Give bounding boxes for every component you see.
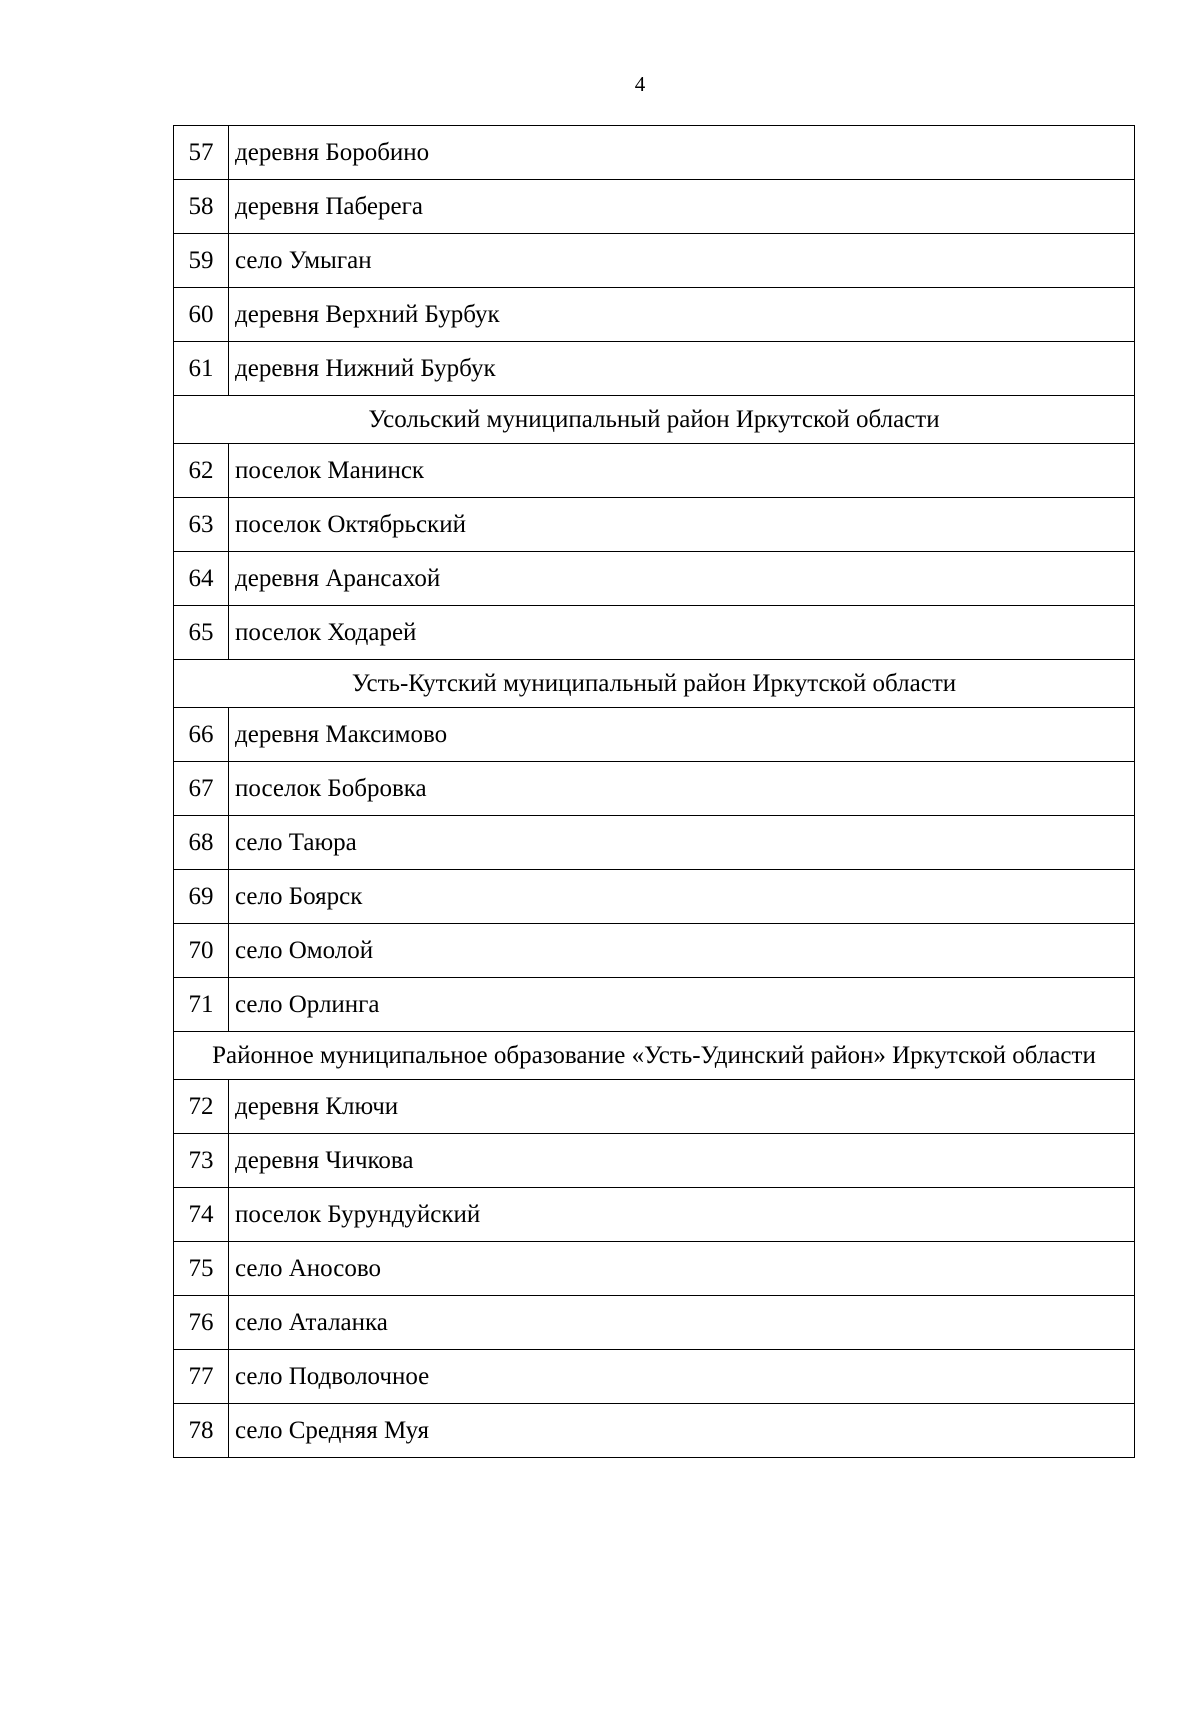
- row-number: 62: [174, 444, 229, 498]
- settlement-name: деревня Боробино: [229, 126, 1135, 180]
- settlement-name: деревня Нижний Бурбук: [229, 342, 1135, 396]
- table-row: [174, 1404, 1135, 1458]
- row-number: 73: [174, 1134, 229, 1188]
- settlement-name: село Аталанка: [229, 1296, 1135, 1350]
- settlement-name: поселок Октябрьский: [229, 498, 1135, 552]
- row-number: 75: [174, 1242, 229, 1296]
- row-number: 71: [174, 978, 229, 1032]
- section-header-row: [174, 396, 1135, 444]
- table-row: [174, 870, 1135, 924]
- table-row: [174, 1296, 1135, 1350]
- table-row: [174, 126, 1135, 180]
- settlement-name: деревня Максимово: [229, 708, 1135, 762]
- row-number: 63: [174, 498, 229, 552]
- row-number: 60: [174, 288, 229, 342]
- settlement-name: деревня Паберега: [229, 180, 1135, 234]
- settlement-name: село Боярск: [229, 870, 1135, 924]
- row-number: 58: [174, 180, 229, 234]
- settlements-table-body: [174, 126, 1135, 1458]
- table-row: [174, 1080, 1135, 1134]
- settlement-name: село Таюра: [229, 816, 1135, 870]
- table-row: [174, 1134, 1135, 1188]
- section-header-row: [174, 1032, 1135, 1080]
- settlement-name: деревня Ключи: [229, 1080, 1135, 1134]
- row-number: 59: [174, 234, 229, 288]
- row-number: 70: [174, 924, 229, 978]
- section-title: Районное муниципальное образование «Усть-Удинский район» Иркутской области: [174, 1032, 1135, 1080]
- table-row: [174, 180, 1135, 234]
- row-number: 72: [174, 1080, 229, 1134]
- table-row: [174, 288, 1135, 342]
- row-number: 65: [174, 606, 229, 660]
- settlement-name: село Аносово: [229, 1242, 1135, 1296]
- section-header-row: [174, 660, 1135, 708]
- section-title: Усть-Кутский муниципальный район Иркутской области: [174, 660, 1135, 708]
- table-row: [174, 552, 1135, 606]
- settlement-name: село Подволочное: [229, 1350, 1135, 1404]
- row-number: 76: [174, 1296, 229, 1350]
- table-row: [174, 1242, 1135, 1296]
- settlement-name: поселок Манинск: [229, 444, 1135, 498]
- table-row: [174, 342, 1135, 396]
- settlement-name: село Умыган: [229, 234, 1135, 288]
- settlement-name: село Омолой: [229, 924, 1135, 978]
- row-number: 66: [174, 708, 229, 762]
- table-row: [174, 1188, 1135, 1242]
- settlement-name: поселок Бурундуйский: [229, 1188, 1135, 1242]
- row-number: 78: [174, 1404, 229, 1458]
- settlement-name: село Орлинга: [229, 978, 1135, 1032]
- table-row: [174, 444, 1135, 498]
- row-number: 74: [174, 1188, 229, 1242]
- table-row: [174, 1350, 1135, 1404]
- settlement-name: деревня Чичкова: [229, 1134, 1135, 1188]
- row-number: 57: [174, 126, 229, 180]
- row-number: 61: [174, 342, 229, 396]
- settlement-name: село Средняя Муя: [229, 1404, 1135, 1458]
- table-row: [174, 816, 1135, 870]
- row-number: 77: [174, 1350, 229, 1404]
- row-number: 69: [174, 870, 229, 924]
- table-row: [174, 762, 1135, 816]
- row-number: 64: [174, 552, 229, 606]
- settlement-name: деревня Верхний Бурбук: [229, 288, 1135, 342]
- settlements-table: [173, 125, 1135, 1458]
- table-row: [174, 978, 1135, 1032]
- table-row: [174, 708, 1135, 762]
- row-number: 68: [174, 816, 229, 870]
- row-number: 67: [174, 762, 229, 816]
- table-row: [174, 498, 1135, 552]
- settlement-name: поселок Бобровка: [229, 762, 1135, 816]
- table-row: [174, 234, 1135, 288]
- table-row: [174, 606, 1135, 660]
- settlement-name: поселок Ходарей: [229, 606, 1135, 660]
- settlement-name: деревня Арансахой: [229, 552, 1135, 606]
- page-number: 4: [634, 72, 646, 96]
- table-row: [174, 924, 1135, 978]
- section-title: Усольский муниципальный район Иркутской области: [174, 396, 1135, 444]
